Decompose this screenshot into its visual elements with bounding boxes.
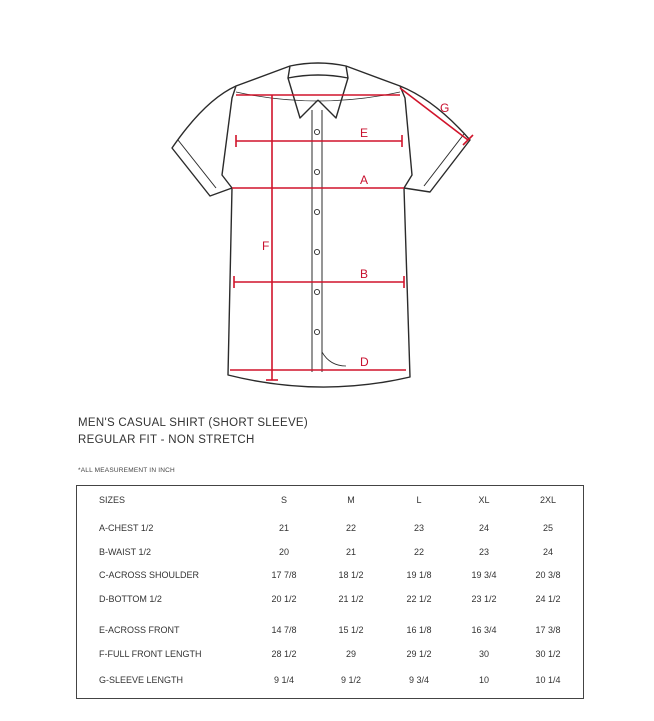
measurement-note: *ALL MEASUREMENT IN INCH xyxy=(78,467,175,474)
table-cell: E-ACROSS FRONT xyxy=(99,625,180,635)
table-cell: 23 1/2 xyxy=(471,594,497,604)
table-header-cell: M xyxy=(347,495,355,505)
label-d: D xyxy=(360,355,369,369)
size-chart-table xyxy=(76,485,584,699)
table-cell: 19 1/8 xyxy=(406,570,432,580)
table-row xyxy=(77,675,583,689)
shirt-button xyxy=(314,129,319,134)
left-sleeve-cuff xyxy=(178,140,216,188)
table-cell: 14 7/8 xyxy=(271,625,297,635)
table-cell: 21 xyxy=(345,547,356,557)
table-row xyxy=(77,625,583,639)
table-cell: 25 xyxy=(542,523,553,533)
table-cell: 24 1/2 xyxy=(535,594,561,604)
shirt-button xyxy=(314,329,319,334)
table-cell: 10 1/4 xyxy=(535,675,561,685)
label-b: B xyxy=(360,267,369,281)
table-cell: 22 1/2 xyxy=(406,594,432,604)
yoke-seam xyxy=(236,92,400,101)
table-cell: 9 1/2 xyxy=(340,675,362,685)
table-row xyxy=(77,523,583,537)
table-header-cell: SIZES xyxy=(99,495,126,505)
shirt-button xyxy=(314,249,319,254)
table-cell: 30 xyxy=(478,649,489,659)
table-row xyxy=(77,570,583,584)
table-cell: 18 1/2 xyxy=(338,570,364,580)
table-cell: C-ACROSS SHOULDER xyxy=(99,570,200,580)
collar-left-point xyxy=(288,78,318,118)
table-cell: D-BOTTOM 1/2 xyxy=(99,594,162,604)
hem-detail xyxy=(322,352,346,366)
table-header-cell: S xyxy=(280,495,287,505)
label-a: A xyxy=(360,173,369,187)
table-cell: 9 3/4 xyxy=(408,675,430,685)
table-cell: B-WAIST 1/2 xyxy=(99,547,152,557)
table-cell: 20 3/8 xyxy=(535,570,561,580)
table-cell: 17 3/8 xyxy=(535,625,561,635)
table-header-cell: L xyxy=(416,495,422,505)
table-row xyxy=(77,547,583,561)
shirt-outline xyxy=(172,63,470,387)
table-cell: 24 xyxy=(478,523,489,533)
shirt-body xyxy=(222,66,412,387)
table-cell: 23 xyxy=(478,547,489,557)
table-cell: 9 1/4 xyxy=(273,675,295,685)
collar xyxy=(288,63,348,78)
table-cell: 30 1/2 xyxy=(535,649,561,659)
table-row xyxy=(77,649,583,663)
table-cell: A-CHEST 1/2 xyxy=(99,523,154,533)
table-cell: 28 1/2 xyxy=(271,649,297,659)
label-g: G xyxy=(440,101,450,115)
table-cell: 22 xyxy=(413,547,424,557)
measure-line-g xyxy=(400,88,468,140)
fit-subtitle: REGULAR FIT - NON STRETCH xyxy=(78,434,255,446)
label-e: E xyxy=(360,126,369,140)
buttons xyxy=(314,129,319,334)
shirt-button xyxy=(314,209,319,214)
table-cell: 16 1/8 xyxy=(406,625,432,635)
table-cell: 17 7/8 xyxy=(271,570,297,580)
table-header-cell: 2XL xyxy=(539,495,556,505)
table-cell: 20 1/2 xyxy=(271,594,297,604)
table-cell: F-FULL FRONT LENGTH xyxy=(99,649,202,659)
table-header-row xyxy=(77,495,583,509)
right-sleeve-cuff xyxy=(424,134,464,186)
table-cell: 10 xyxy=(478,675,489,685)
table-cell: 19 3/4 xyxy=(471,570,497,580)
shirt-button xyxy=(314,289,319,294)
table-cell: 22 xyxy=(345,523,356,533)
table-cell: 23 xyxy=(413,523,424,533)
table-cell: 21 1/2 xyxy=(338,594,364,604)
label-f: F xyxy=(262,239,270,253)
shirt-button xyxy=(314,169,319,174)
table-cell: 21 xyxy=(278,523,289,533)
table-cell: 29 xyxy=(345,649,356,659)
table-header-cell: XL xyxy=(478,495,490,505)
table-cell: 20 xyxy=(278,547,289,557)
right-sleeve xyxy=(400,86,470,192)
table-row xyxy=(77,594,583,608)
measurement-lines xyxy=(230,88,473,380)
table-cell: 24 xyxy=(542,547,553,557)
table-cell: 16 3/4 xyxy=(471,625,497,635)
table-cell: 15 1/2 xyxy=(338,625,364,635)
table-cell: 29 1/2 xyxy=(406,649,432,659)
product-title: MEN'S CASUAL SHIRT (SHORT SLEEVE) xyxy=(78,417,309,429)
table-cell: G-SLEEVE LENGTH xyxy=(99,675,184,685)
